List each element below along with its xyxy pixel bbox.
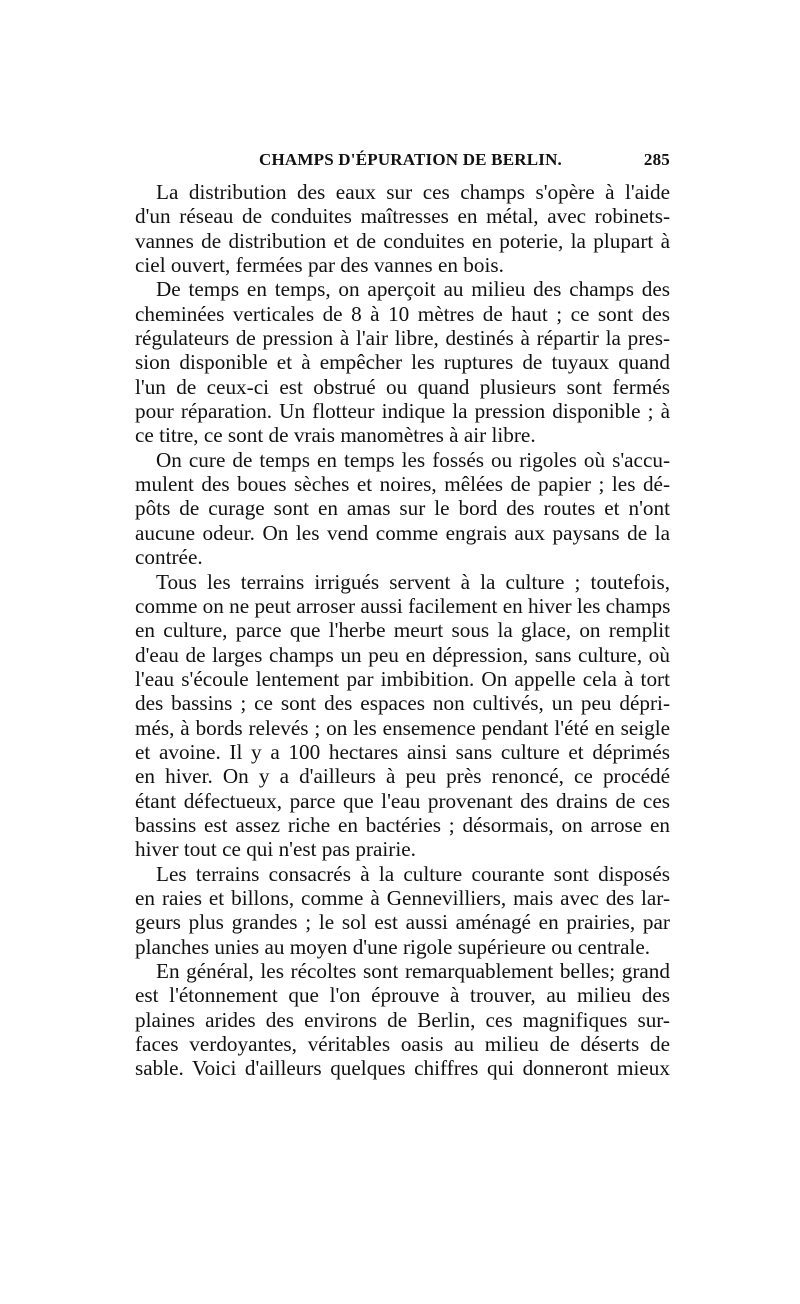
text-line: sable. Voici d'ailleurs quelques chiffres qui donneront mieux	[135, 1056, 670, 1081]
paragraph	[135, 448, 670, 570]
paragraph	[135, 862, 670, 959]
text-line: hiver tout ce qui n'est pas prairie.	[135, 837, 416, 862]
paragraph	[135, 570, 670, 862]
running-head	[135, 150, 670, 174]
text-line: La distribution des eaux sur ces champs s'opère à l'aide	[156, 180, 670, 204]
text-line: més, à bords relevés ; on les ensemence pendant l'été en seigle	[135, 715, 670, 740]
text-line: contrée.	[135, 545, 203, 570]
text-line: ce titre, ce sont de vrais manomètres à air libre.	[135, 423, 536, 448]
paragraph	[135, 180, 670, 277]
text-line: ciel ouvert, fermées par des vannes en bois.	[135, 253, 504, 278]
text-line: plaines arides des environs de Berlin, ces magnifiques sur-	[135, 1007, 670, 1032]
text-line: aucune odeur. On les vend comme engrais aux paysans de la	[135, 520, 670, 545]
paragraph	[135, 277, 670, 447]
text-line: régulateurs de pression à l'air libre, destinés à répartir la pres-	[135, 326, 670, 351]
text-line: d'eau de larges champs un peu en dépression, sans culture, où	[135, 642, 670, 667]
text-line: comme on ne peut arroser aussi facilement en hiver les champs	[135, 593, 671, 618]
text-line: En général, les récoltes sont remarquablement belles; grand	[156, 959, 670, 983]
text-line: et avoine. Il y a 100 hectares ainsi sans culture et déprimés	[135, 739, 670, 764]
text-line: sion disponible et à empêcher les ruptures de tuyaux quand	[135, 350, 670, 375]
text-line: Tous les terrains irrigués servent à la culture ; toutefois,	[156, 569, 670, 594]
text-line: mulent des boues sèches et noires, mêlées de papier ; les dé-	[135, 472, 670, 497]
text-line: On cure de temps en temps les fossés ou rigoles où s'accu-	[156, 447, 670, 472]
text-line: d'un réseau de conduites maîtresses en métal, avec robinets-	[135, 204, 670, 229]
text-line: pour réparation. Un flotteur indique la pression disponible ; à	[135, 399, 670, 424]
text-line: en hiver. On y a d'ailleurs à peu près renoncé, ce procédé	[135, 764, 670, 789]
page-number: 285	[643, 150, 670, 169]
text-line: planches unies au moyen d'une rigole supérieure ou centrale.	[135, 934, 651, 959]
body-text	[135, 180, 670, 1081]
text-line: bassins est assez riche en bactéries ; désormais, on arrose en	[135, 812, 670, 837]
text-line: étant défectueux, parce que l'eau provenant des drains de ces	[135, 788, 670, 813]
text-line: est l'étonnement que l'on éprouve à trouver, au milieu des	[135, 983, 670, 1008]
text-line: cheminées verticales de 8 à 10 mètres de haut ; ce sont des	[135, 301, 670, 326]
text-line: geurs plus grandes ; le sol est aussi aménagé en prairies, par	[135, 910, 670, 935]
text-line: vannes de distribution et de conduites en poterie, la plupart à	[135, 228, 670, 253]
text-line: des bassins ; ce sont des espaces non cultivés, un peu dépri-	[135, 691, 670, 716]
text-line: De temps en temps, on aperçoit au milieu des champs des	[156, 277, 670, 302]
text-line: Les terrains consacrés à la culture courante sont disposés	[156, 861, 670, 886]
text-line: en raies et billons, comme à Gennevilliers, mais avec des lar-	[135, 885, 670, 910]
text-line: l'un de ceux-ci est obstrué ou quand plusieurs sont fermés	[135, 374, 670, 399]
paragraph	[135, 959, 670, 1081]
text-line: en culture, parce que l'herbe meurt sous la glace, on remplit	[135, 618, 670, 643]
text-line: l'eau s'écoule lentement par imbibition. On appelle cela à tort	[135, 666, 670, 691]
text-line: pôts de curage sont en amas sur le bord des routes et n'ont	[135, 496, 670, 521]
text-line: faces verdoyantes, véritables oasis au milieu de déserts de	[135, 1032, 670, 1057]
running-title: CHAMPS D'ÉPURATION DE BERLIN.	[259, 150, 563, 169]
